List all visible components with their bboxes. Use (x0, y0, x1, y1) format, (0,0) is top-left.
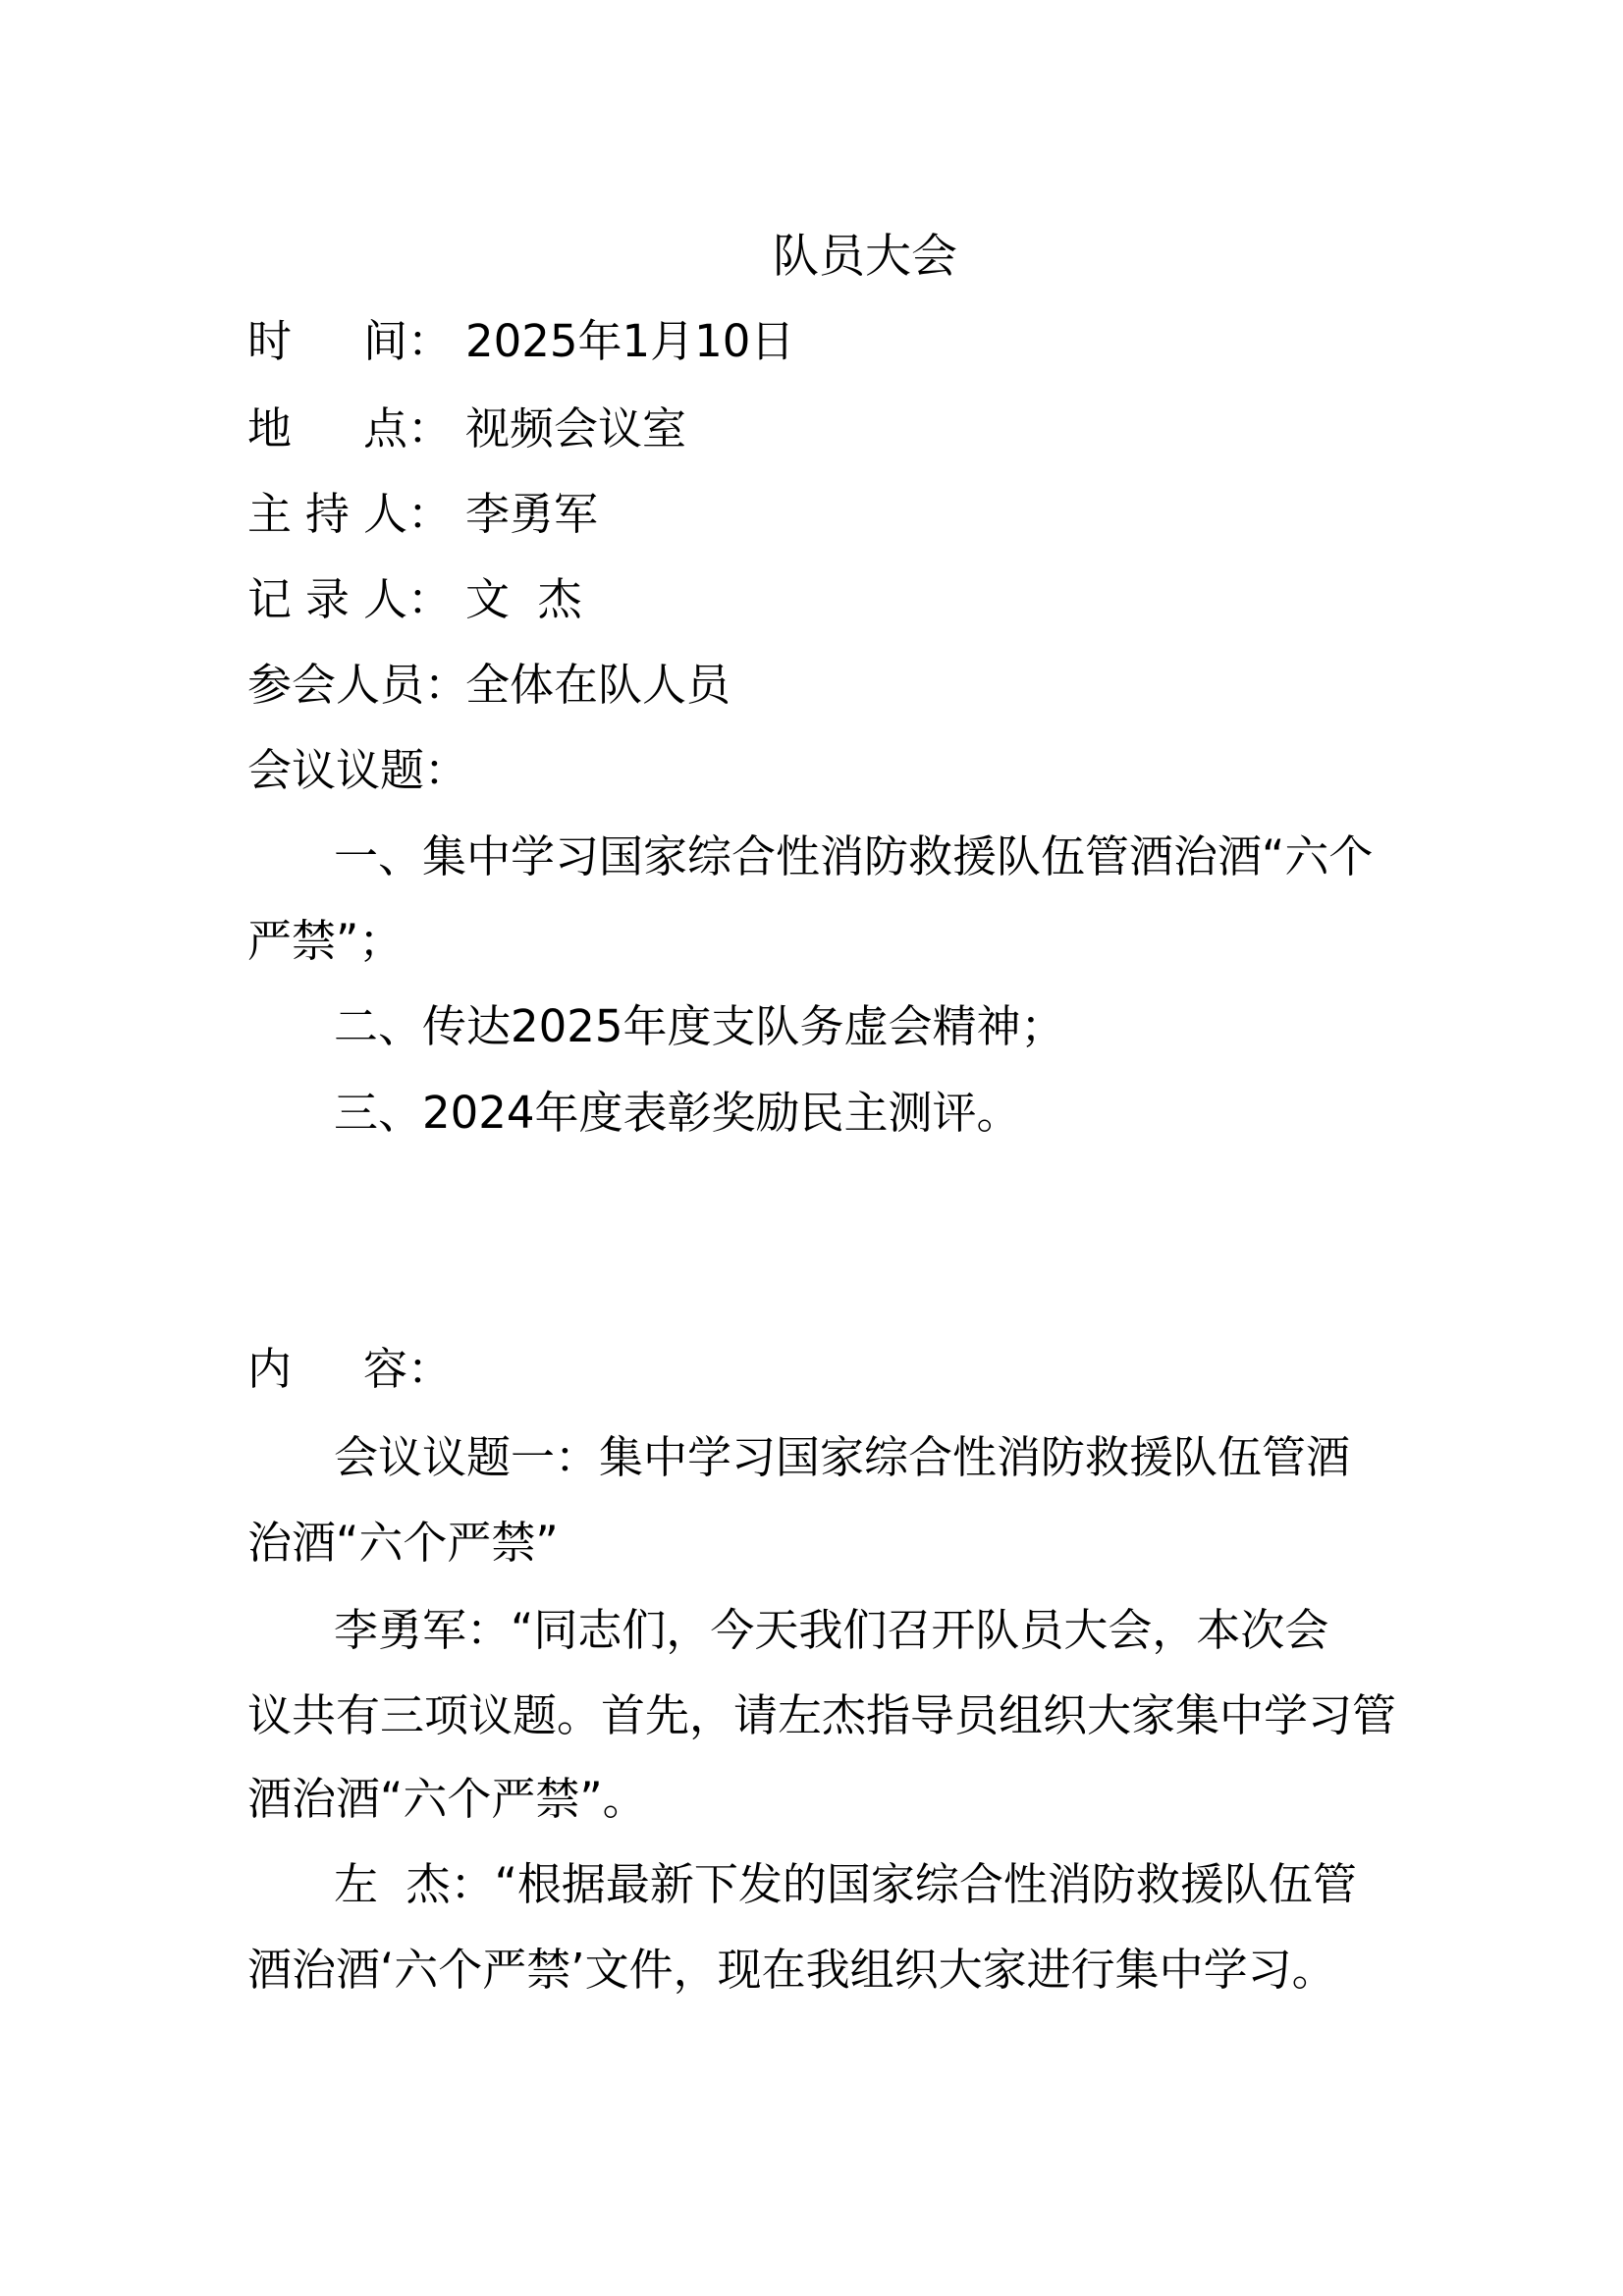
agenda-item-1-line-1: 一、集中学习国家综合性消防救援队伍管酒治酒“六个 (334, 830, 1374, 882)
content-speech-zuo-line-1: 左 杰：“根据最新下发的国家综合性消防救援队伍管 (334, 1858, 1357, 1910)
agenda-heading: 会议议题： (247, 744, 469, 796)
meta-attendees-label: 参会人员： (247, 659, 469, 711)
meta-attendees-value: 全体在队人员 (465, 659, 731, 711)
content-speech-li-line-3: 酒治酒“六个严禁”。 (247, 1773, 647, 1825)
content-speech-zuo-line-2: 酒治酒‘六个严禁’文件，现在我组织大家进行集中学习。 (247, 1944, 1336, 1996)
meta-recorder-label: 记 录 人： (247, 573, 452, 625)
meta-attendees-row (247, 657, 730, 714)
content-topic-1-line-1: 会议议题一：集中学习国家综合性消防救援队伍管酒 (334, 1431, 1351, 1483)
content-label-row (247, 1341, 465, 1398)
agenda-item-1-line-2: 严禁”； (247, 915, 404, 967)
meta-location-value: 视频会议室 (465, 402, 687, 454)
content-speech-li-line-2: 议共有三项议题。首先，请左杰指导员组织大家集中学习管 (247, 1689, 1397, 1741)
content-label: 内 容： (247, 1343, 452, 1395)
meta-time-row (247, 313, 794, 370)
document-title: 队员大会 (773, 230, 957, 284)
meta-time-label: 时 间： (247, 315, 452, 367)
agenda-item-3: 三、2024年度表彰奖励民主测评。 (334, 1087, 1021, 1139)
agenda-item-2: 二、传达2025年度支队务虚会精神； (334, 1000, 1065, 1052)
meta-recorder-value: 文 杰 (465, 573, 582, 625)
meta-host-value: 李勇军 (465, 488, 599, 540)
meta-host-label: 主 持 人： (247, 488, 452, 540)
meta-recorder-row (247, 571, 582, 628)
meta-location-label: 地 点： (247, 402, 452, 454)
content-speech-li-line-1: 李勇军：“同志们，今天我们召开队员大会，本次会 (334, 1604, 1329, 1656)
meta-time-value: 2025年1月10日 (465, 315, 795, 367)
meta-host-row (247, 486, 598, 543)
meta-location-row (247, 400, 686, 457)
content-topic-1-line-2: 治酒“六个严禁” (247, 1517, 559, 1569)
